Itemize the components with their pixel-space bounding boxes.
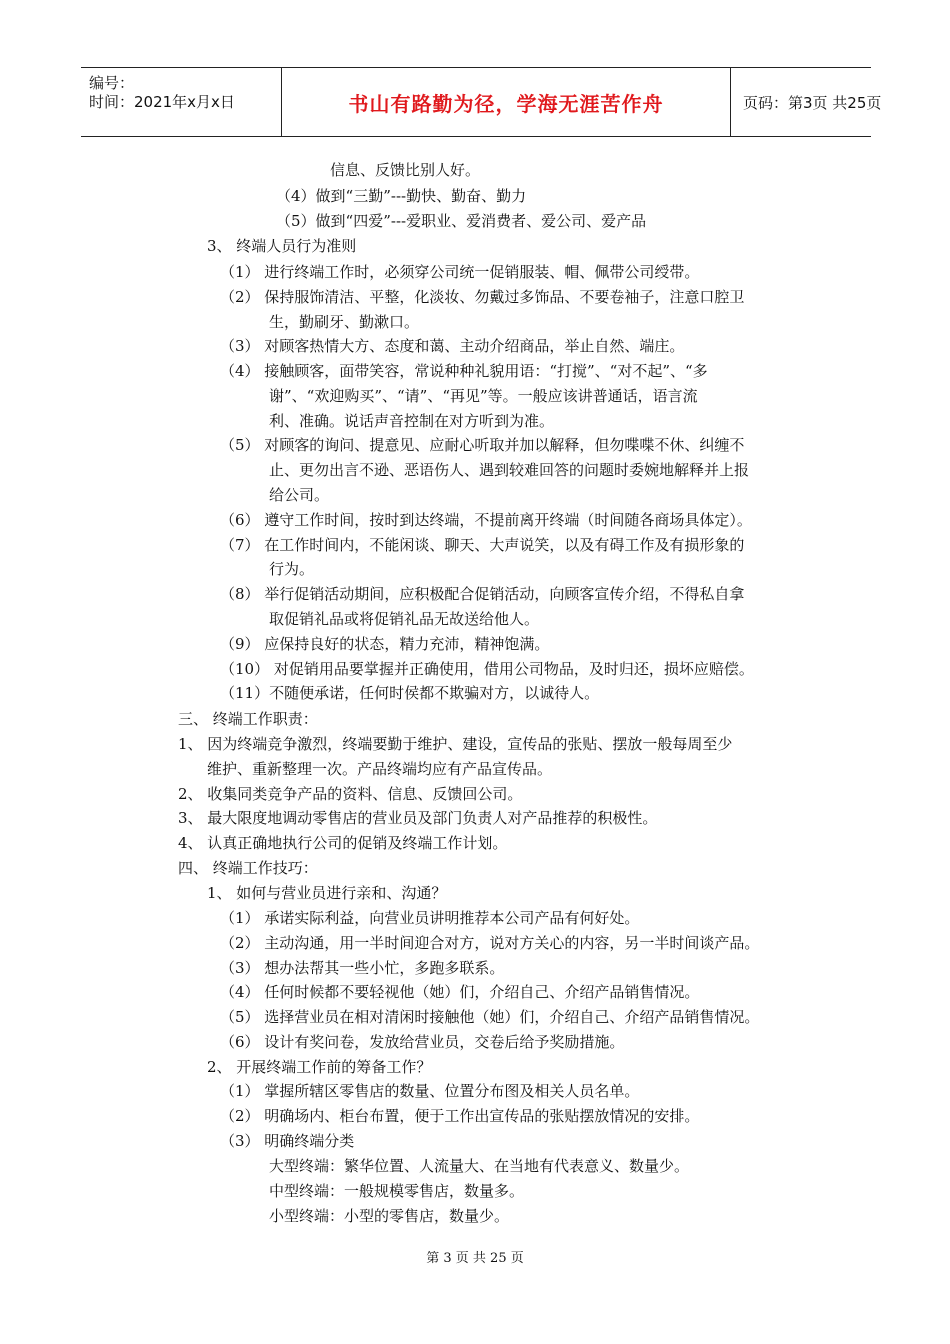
section-heading: 2、 开展终端工作前的筹备工作？	[207, 1058, 432, 1076]
body-line: 2、 收集同类竞争产品的资料、信息、反馈回公司。	[178, 785, 523, 803]
header-motto-cell	[281, 68, 731, 136]
section-heading: 1、 如何与营业员进行亲和、沟通？	[207, 884, 447, 902]
body-line: （4） 接触顾客，面带笑容，常说种种礼貌用语：“打搅”、“对不起”、“多	[220, 362, 708, 380]
document-number-label: 编号：	[89, 74, 135, 92]
body-line: 3、 最大限度地调动零售店的营业员及部门负责人对产品推荐的积极性。	[178, 809, 658, 827]
body-line: （2） 主动沟通，用一半时间迎合对方，说对方关心的内容，另一半时间谈产品。	[220, 934, 760, 952]
header-page-info: 页码：第3页 共25页	[743, 93, 882, 112]
body-line: 取促销礼品或将促销礼品无故送给他人。	[269, 610, 540, 628]
body-line: （5） 对顾客的询问、提意见、应耐心听取并加以解释，但勿喋喋不休、纠缠不	[220, 436, 745, 454]
body-line: （2） 明确场内、柜台布置，便于工作出宣传品的张贴摆放情况的安排。	[220, 1107, 700, 1125]
section-heading: 3、 终端人员行为准则	[207, 237, 357, 255]
section-heading: 四、 终端工作技巧：	[178, 859, 318, 877]
body-line: （7） 在工作时间内，不能闲谈、聊天、大声说笑，以及有碍工作及有损形象的	[220, 536, 745, 554]
body-line: （6） 设计有奖问卷，发放给营业员，交卷后给予奖励措施。	[220, 1033, 625, 1051]
body-line: 4、 认真正确地执行公司的促销及终端工作计划。	[178, 834, 508, 852]
body-line: 维护、重新整理一次。产品终端均应有产品宣传品。	[207, 760, 553, 778]
body-line: 止、更勿出言不逊、恶语伤人、遇到较难回答的问题时委婉地解释并上报	[269, 461, 750, 479]
document-date: 时间：2021年x月x日	[89, 93, 235, 111]
body-line: 中型终端：一般规模零售店，数量多。	[269, 1182, 525, 1200]
body-line: 1、 因为终端竞争激烈，终端要勤于维护、建设，宣传品的张贴、摆放一般每周至少	[178, 735, 733, 753]
body-line: 小型终端：小型的零售店，数量少。	[269, 1207, 510, 1225]
body-line: （2） 保持服饰清洁、平整，化淡妆、勿戴过多饰品、不要卷袖子，注意口腔卫	[220, 288, 745, 306]
body-line: （4） 任何时候都不要轻视他（她）们，介绍自己、介绍产品销售情况。	[220, 983, 700, 1001]
body-line: 信息、反馈比别人好。	[330, 161, 481, 179]
body-line: （8） 举行促销活动期间，应积极配合促销活动，向顾客宣传介绍，不得私自拿	[220, 585, 745, 603]
body-line: （5）做到“四爱”---爱职业、爱消费者、爱公司、爱产品	[276, 212, 647, 230]
header-meta	[81, 68, 281, 136]
body-line: （9） 应保持良好的状态，精力充沛，精神饱满。	[220, 635, 550, 653]
header-motto: 书山有路勤为径，学海无涯苦作舟	[348, 91, 664, 116]
body-line: 生，勤刷牙、勤漱口。	[269, 313, 420, 331]
body-line: （1） 进行终端工作时，必须穿公司统一促销服装、帽、佩带公司绶带。	[220, 263, 700, 281]
body-line: （6） 遵守工作时间，按时到达终端，不提前离开终端（时间随各商场具体定）。	[220, 511, 752, 529]
body-line: （11）不随便承诺，任何时侯都不欺骗对方，以诚待人。	[220, 684, 600, 702]
body-line: （1） 掌握所辖区零售店的数量、位置分布图及相关人员名单。	[220, 1082, 640, 1100]
page-header	[81, 67, 882, 137]
body-line: （10） 对促销用品要掌握并正确使用，借用公司物品，及时归还，损坏应赔偿。	[220, 660, 754, 678]
body-line: （5） 选择营业员在相对清闲时接触他（她）们，介绍自己、介绍产品销售情况。	[220, 1008, 760, 1026]
body-line: （3） 对顾客热情大方、态度和蔼、主动介绍商品，举止自然、端庄。	[220, 337, 685, 355]
body-line: （3） 想办法帮其一些小忙，多跑多联系。	[220, 959, 505, 977]
body-line: （1） 承诺实际利益，向营业员讲明推荐本公司产品有何好处。	[220, 909, 640, 927]
body-line: 利、准确。说话声音控制在对方听到为准。	[269, 412, 555, 430]
body-line: 给公司。	[269, 486, 330, 504]
section-heading: 三、 终端工作职责：	[178, 710, 318, 728]
body-line: 谢”、“欢迎购买”、“请”、“再见”等。一般应该讲普通话，语言流	[269, 387, 698, 405]
body-line: 大型终端：繁华位置、人流量大、在当地有代表意义、数量少。	[269, 1157, 690, 1175]
body-line: 行为。	[269, 560, 315, 578]
page-footer: 第 3 页 共 25 页	[426, 1251, 524, 1266]
body-line: （4）做到“三勤”---勤快、勤奋、勤力	[276, 187, 527, 205]
body-line: （3） 明确终端分类	[220, 1132, 355, 1150]
